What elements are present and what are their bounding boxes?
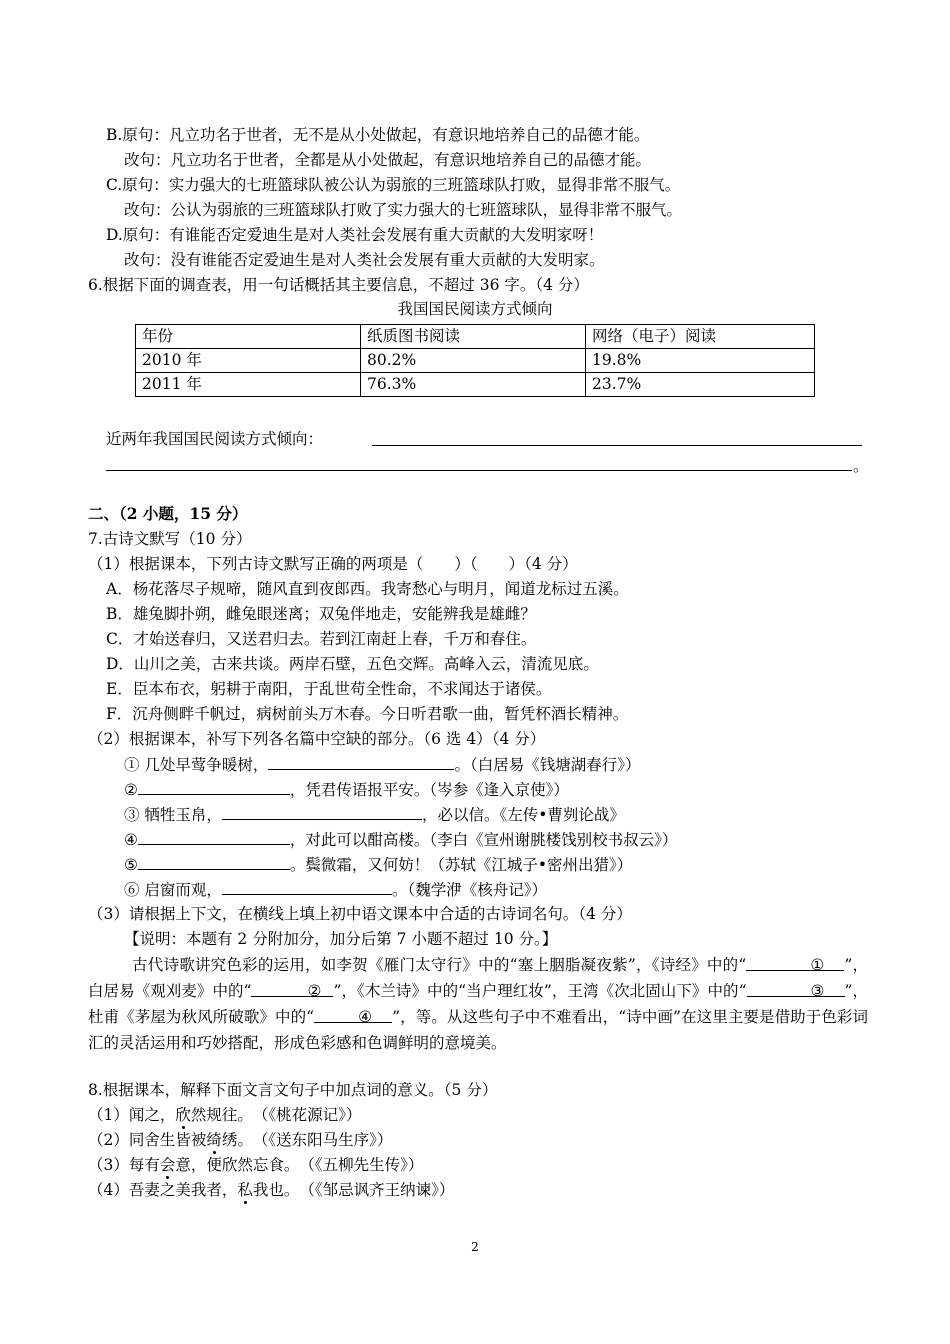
fill-4-suffix: ，对此可以酣高楼。（李白《宣州谢朓楼饯别校书叔云》） (289, 831, 678, 849)
q6-end-mark: 。 (853, 457, 869, 475)
header-paper-reading: 纸质图书阅读 (361, 325, 586, 349)
table-row (136, 373, 815, 397)
fill-6-suffix: 。（魏学洢《核舟记》） (391, 881, 547, 899)
q8-item-3 (88, 1154, 423, 1176)
cell-online: 19.8% (586, 349, 815, 373)
fill-2-blank[interactable] (138, 778, 290, 795)
fill-3-prefix: ③ 牺牲玉帛， (124, 806, 222, 824)
q7-option-f: F．沉舟侧畔千帆过，病树前头万木春。今日听君歌一曲，暂凭杯酒长精神。 (106, 705, 629, 723)
fill-4-prefix: ④ (124, 831, 138, 849)
cell-year: 2011 年 (136, 373, 361, 397)
q8-item-4-rest: 我也。 （《邹忌讽齐王纳谏》） (252, 1181, 455, 1199)
cell-paper: 76.3% (361, 373, 586, 397)
table-header-row (136, 325, 815, 349)
q7-part3-prompt: （3）请根据上下文，在横线上填上初中语文课本中合适的古诗词名句。（4 分） (88, 905, 632, 923)
q8-item-1 (88, 1104, 361, 1126)
fill-5-suffix: 。鬓微霜，又何妨！（苏轼《江城子•密州出猎》） (289, 856, 633, 874)
q8-item-4-text: （4）吾妻之美我者， (88, 1181, 238, 1199)
q7-bonus-note: 【说明：本题有 2 分附加分，加分后第 7 小题不超过 10 分。】 (124, 930, 558, 948)
header-online-reading: 网络（电子）阅读 (586, 325, 815, 349)
page-number: 2 (471, 1240, 479, 1254)
q6-answer-line-2[interactable] (106, 470, 852, 471)
fill-6-prefix: ⑥ 启窗而观， (124, 881, 222, 899)
q5-option-b-revised: 改句：凡立功名于世者，全都是从小处做起，有意识地培养自己的品德才能。 (124, 151, 652, 169)
q7-part2-prompt: （2）根据课本，补写下列各名篇中空缺的部分。（6 选 4）（4 分） (88, 730, 546, 748)
q5-option-c-revised: 改句：公认为弱旅的三班篮球队打败了实力强大的七班篮球队，显得非常不服气。 (124, 201, 683, 219)
fill-item-6 (124, 878, 547, 901)
fill-3-blank[interactable] (222, 803, 422, 820)
passage-s4: ”，杜甫《茅屋为秋风所破歌》中的“ (88, 982, 868, 1026)
q6-answer-line-1[interactable] (372, 445, 862, 446)
passage-blank-2[interactable]: ② (251, 978, 333, 997)
q5-option-d-original: D.原句：有谁能否定爱迪生是对人类社会发展有重大贡献的大发明家呀！ (106, 226, 604, 244)
passage-s5: ”，等。从这些句子中不难看出，“诗中画”在这里主要是借助于色彩词汇的灵活运用和巧妙搭配，形成色彩感和色调鲜明的意境美。 (88, 1008, 868, 1052)
fill-5-prefix: ⑤ (124, 856, 138, 874)
q5-option-d-revised: 改句：没有谁能否定爱迪生是对人类社会发展有重大贡献的大发明家。 (124, 251, 605, 269)
q7-option-c: C．才始送春归，又送君归去。若到江南赶上春，千万和春住。 (106, 630, 537, 648)
fill-item-5 (124, 853, 632, 876)
passage-s3: ”，《木兰诗》中的“当户理红妆”，王湾《次北固山下》中的“ (333, 982, 747, 1000)
cell-paper: 80.2% (361, 349, 586, 373)
q8-item-4 (88, 1179, 454, 1201)
cell-year: 2010 年 (136, 349, 361, 373)
fill-5-blank[interactable] (138, 853, 290, 870)
passage-s2: ”，白居易《观刈麦》中的“ (88, 956, 868, 1000)
fill-1-blank[interactable] (268, 753, 454, 770)
q7-part1-prompt: （1）根据课本，下列古诗文默写正确的两项是（ ）（ ）（4 分） (88, 555, 578, 573)
passage-blank-3[interactable]: ③ (747, 978, 845, 997)
q8-item-3-dotted-word: 会 (159, 1156, 176, 1174)
cell-online: 23.7% (586, 373, 815, 397)
fill-2-suffix: ，凭君传语报平安。（岑参《逢入京使》） (289, 781, 569, 799)
q7-option-a: A．杨花落尽子规啼，随风直到夜郎西。我寄愁心与明月，闻道龙标过五溪。 (106, 580, 629, 598)
header-year: 年份 (136, 325, 361, 349)
fill-item-3 (124, 803, 625, 826)
section-2-heading: 二、（2 小题，15 分） (88, 504, 248, 523)
table-row (136, 349, 815, 373)
passage-blank-4[interactable]: ④ (314, 1004, 392, 1023)
q8-item-4-dotted-word: 私 (237, 1181, 253, 1199)
fill-1-prefix: ① 几处早莺争暖树， (124, 756, 269, 774)
q7-title: 7.古诗文默写（10 分） (88, 530, 252, 548)
q8-item-2-text: （2）同舍生皆被 (88, 1131, 207, 1149)
color-poetry-passage (88, 952, 868, 1056)
q5-option-c-original: C.原句：实力强大的七班篮球队被公认为弱旅的三班篮球队打败，显得非常不服气。 (106, 176, 681, 194)
q6-table-title: 我国国民阅读方式倾向 (397, 300, 553, 318)
q7-option-b: B．雄兔脚扑朔，雌兔眼迷离；双兔伴地走，安能辨我是雄雌？ (106, 605, 536, 623)
q8-item-1-dotted-word: 欣 (175, 1106, 191, 1124)
reading-survey-table (135, 324, 815, 397)
q8-item-2-rest: 绣。 （《送东阳马生序》） (221, 1131, 393, 1149)
fill-1-suffix: 。（白居易《钱塘湖春行》） (454, 756, 641, 774)
q8-item-2 (88, 1129, 392, 1151)
q6-prompt: 6.根据下面的调查表，用一句话概括其主要信息，不超过 36 字。（4 分） (88, 276, 589, 294)
fill-6-blank[interactable] (222, 878, 392, 895)
q8-item-2-dotted-word: 绮 (206, 1131, 222, 1149)
q8-item-3-rest: 意，便欣然忘食。 （《五柳先生传》） (175, 1156, 424, 1174)
fill-4-blank[interactable] (138, 828, 290, 845)
q6-answer-label: 近两年我国国民阅读方式倾向： (106, 430, 324, 448)
q7-option-e: E．臣本布衣，躬耕于南阳，于乱世苟全性命，不求闻达于诸侯。 (106, 680, 552, 698)
q5-option-b-original: B.原句：凡立功名于世者，无不是从小处做起，有意识地培养自己的品德才能。 (106, 126, 650, 144)
fill-2-prefix: ② (124, 781, 138, 799)
q8-item-1-text: （1）闻之， (88, 1106, 176, 1124)
q8-item-1-rest: 然规往。 （《桃花源记》） (190, 1106, 362, 1124)
fill-item-2 (124, 778, 569, 801)
passage-s1: 古代诗歌讲究色彩的运用，如李贺《雁门太守行》中的“塞上胭脂凝夜紫”，《诗经》中的“ (132, 956, 747, 974)
fill-item-1 (124, 753, 640, 776)
q7-option-d: D．山川之美，古来共谈。两岸石壁，五色交辉。高峰入云，清流见底。 (106, 655, 599, 673)
q8-item-3-text: （3）每有 (88, 1156, 160, 1174)
q8-title: 8.根据课本，解释下面文言文句子中加点词的意义。（5 分） (88, 1081, 498, 1099)
passage-blank-1[interactable]: ① (746, 952, 844, 971)
fill-3-suffix: ，必以信。《左传•曹刿论战》 (421, 806, 625, 824)
fill-item-4 (124, 828, 677, 851)
